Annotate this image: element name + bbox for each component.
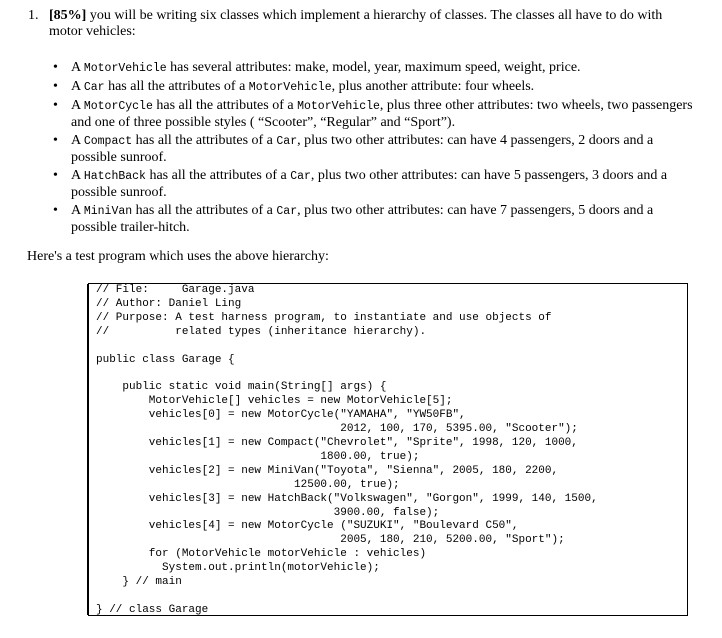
class-name: HatchBack [83,170,146,183]
list-item [53,133,693,166]
code-line: } // class Garage [96,603,209,616]
code-line: 2005, 180, 210, 5200.00, "Sport"); [96,534,565,547]
class-name: MotorVehicle [297,100,380,113]
class-name: Car [290,170,311,183]
code-line: 12500.00, true); [96,478,400,491]
class-name: Compact [83,135,133,148]
list-item-text: , plus three other attributes: two wheels, two passengers and one of three possible styles ( “Scooter”, “Regular” and “Sport”). [71,98,693,130]
question-text: you will be writing six classes which implement a hierarchy of classes. The classes all have to do with motor vehicles: [49,8,663,39]
list-item-text: has all the attributes of a [145,168,291,183]
list-item-text: A [71,168,84,183]
class-name: MotorVehicle [83,62,167,75]
list-item-text: A [71,203,84,218]
class-name: MiniVan [83,205,133,218]
code-line: 1800.00, true); [96,450,420,463]
code-line: } // main [96,576,182,589]
list-item-text: A [71,133,84,148]
code-line: vehicles[4] = new MotorCycle ("SUZUKI", "Boulevard C50", [96,520,519,533]
list-item-text: , plus two other attributes: can have 5 passengers, 3 doors and a possible sunroof. [71,168,668,200]
code-line: vehicles[0] = new MotorCycle("YAMAHA", "YW50FB", [96,409,466,422]
class-name: Car [276,205,298,218]
code-line: // related types (inheritance hierarchy). [96,325,427,338]
list-item-text: has all the attributes of a [104,79,249,94]
list-item [53,98,693,131]
list-item [53,203,693,236]
code-line: 3900.00, false); [96,506,440,519]
list-item-text: A [71,60,84,75]
list-item [53,168,693,201]
code-line: vehicles[3] = new HatchBack("Volkswagen", "Gorgon", 1999, 140, 1500, [96,492,598,505]
bullet-icon: • [53,79,58,94]
code-line: vehicles[2] = new MiniVan("Toyota", "Sienna", 2005, 180, 2200, [96,464,559,477]
code-line: // File: Garage.java [96,284,255,296]
question-weight: [85%] [49,8,87,23]
question-text-block [49,8,699,40]
code-line: System.out.println(motorVehicle); [96,562,380,575]
class-name: Car [276,135,298,148]
bullet-icon: • [53,98,58,113]
bullet-icon: • [53,60,58,75]
class-name: MotorCycle [83,100,153,113]
list-item-text: , plus two other attributes: can have 7 passengers, 5 doors and a possible trailer-hitch. [71,203,654,235]
test-program-intro: Here's a test program which uses the above hierarchy: [27,249,329,264]
code-line: public static void main(String[] args) { [96,381,387,394]
list-item [53,60,693,77]
list-item-text: , plus another attribute: four wheels. [331,79,535,94]
list-item-text: , plus two other attributes: can have 4 passengers, 2 doors and a possible sunroof. [71,133,654,165]
list-item-text: has all the attributes of a [132,133,277,148]
code-line: 2012, 100, 170, 5395.00, "Scooter"); [96,423,578,436]
list-item-text: A [71,79,84,94]
list-item-text: A [71,98,84,113]
code-line: // Purpose: A test harness program, to instantiate and use objects of [96,311,552,324]
class-name: MotorVehicle [248,81,332,94]
list-item [53,79,693,96]
class-name: Car [83,81,105,94]
code-listing [96,284,598,618]
bullet-icon: • [53,203,58,218]
bullet-icon: • [53,133,58,148]
code-line: // Author: Daniel Ling [96,297,242,310]
code-line: for (MotorVehicle motorVehicle : vehicles) [96,548,427,561]
list-item-text: has all the attributes of a [132,203,277,218]
list-item-text: has several attributes: make, model, year, maximum speed, weight, price. [166,60,581,75]
question-number: 1. [28,8,39,23]
code-listing-box [88,283,688,616]
code-line: public class Garage { [96,353,235,366]
list-item-text: has all the attributes of a [152,98,298,113]
bullet-icon: • [53,168,58,183]
code-line: vehicles[1] = new Compact("Chevrolet", "Sprite", 1998, 120, 1000, [96,436,578,449]
code-line: MotorVehicle[] vehicles = new MotorVehicle[5]; [96,395,453,408]
requirements-list [53,60,693,238]
